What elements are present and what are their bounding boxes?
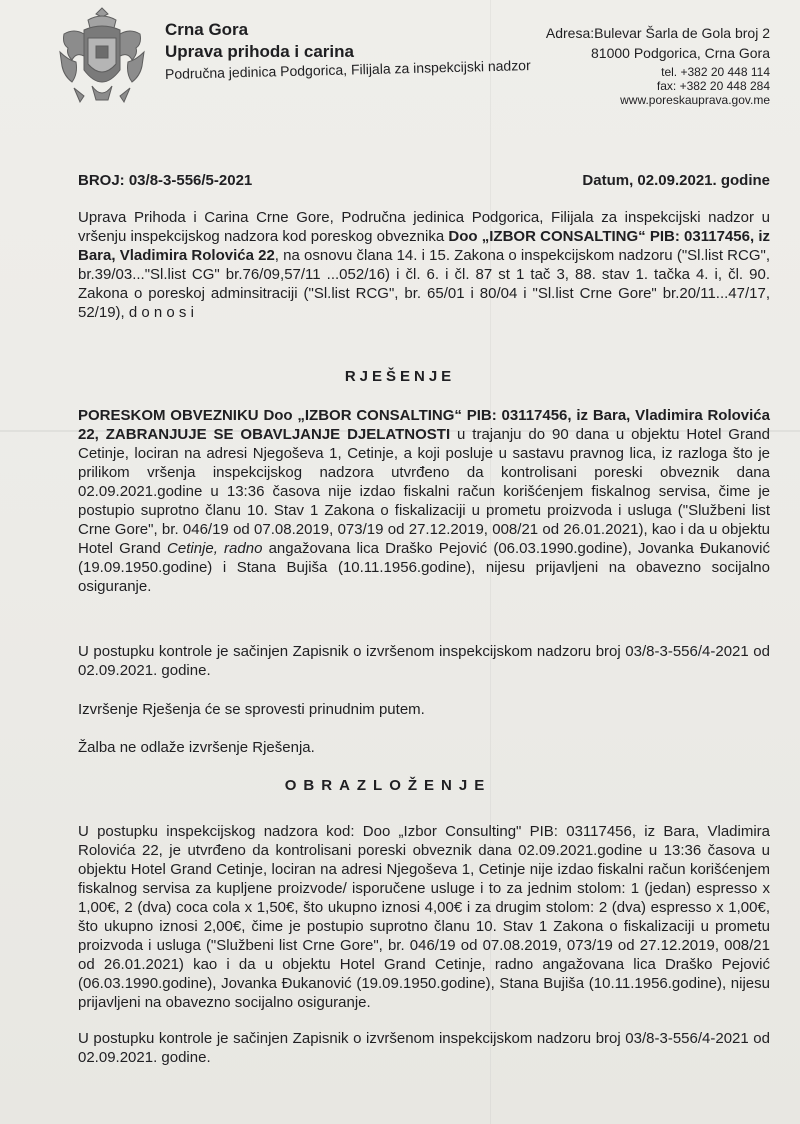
intro-text: Uprava Prihoda i Carina Crne Gore, Područna jedinica Podgorica, Filijala za inspekcijski nadzor u vršenju inspekcijskog nadzora kod poreskog obveznika: [78, 209, 770, 245]
decision-heading: RJEŠENJE: [344, 368, 456, 385]
decision-paragraph: [78, 406, 770, 596]
decision-prohibition: PORESKOM OBVEZNIKU Doo „IZBOR CONSALTING“ PIB: 03117456, iz Bara, Vladimira Rolovića 22, ZABRANJUJE SE OBAVLJANJE DJELATNOSTI: [78, 407, 770, 443]
authority-name: Uprava prihoda i carina: [165, 42, 354, 61]
issuing-authority: [165, 20, 531, 82]
country-name: Crna Gora: [165, 20, 249, 39]
address-street: Adresa:Bulevar Šarla de Gola broj 2: [545, 25, 770, 41]
decision-text: u trajanju do 90 dana u objektu Hotel Grand Cetinje, lociran na adresi Njegoševa 1, Cetinje, a koji posluje u sastavu pravnog lica, iz razloga što je prilikom vršenja inspekcijskog nadzora utvrđeno da kontrolisani poreski obveznik dana 02.09.2021.godine u 13:36 časova nije izdao fiskalni račun korišćenjem fiskalnog servisa, čime je postupio suprotno članu 10. Stav 1 Zakona o fiskalizaciji u prometu proizvoda i usluga ("Službeni list Crne Gore", br. 046/19 od 07.08.2019, 073/19 od 27.12.2019, 008/21 od 26.01.2021), kao i da u objektu Hotel Grand: [78, 426, 770, 557]
reasoning-record-paragraph: U postupku kontrole je sačinjen Zapisnik o izvršenom inspekcijskom nadzoru broj 03/8-3-556/4-2021 od 02.09.2021. godine.: [78, 1030, 770, 1066]
intro-legal-basis: , na osnovu člana 14. i 15. Zakona o inspekcijskom nadzoru ("Sl.list RCG", br.39/03..."Sl.list CG" br.76/09,57/11 ...052/16) i čl. 6. i čl. 87 st 1 tač 3, 88. stav 1. tačka 4. i, čl. 90. Zakona o poreskoj adminsitraciji ("Sl.list RCG", br. 65/01 i 80/04 i "Sl.list Crne Gore" br.20/11...47/17, 52/19), d o n o s i: [78, 247, 770, 321]
decision-italic: Cetinje, radno: [167, 540, 263, 557]
reasoning-heading: OBRAZLOŽENJE: [284, 777, 492, 794]
address-city: 81000 Podgorica, Crna Gora: [591, 45, 770, 61]
decision-record-paragraph: U postupku kontrole je sačinjen Zapisnik o izvršenom inspekcijskom nadzoru broj 03/8-3-556/4-2021 od 02.09.2021. godine.: [78, 643, 770, 679]
coat-of-arms-icon: [54, 4, 150, 108]
website: www.poreskauprava.gov.me: [620, 93, 770, 107]
unit-name: Područna jedinica Podgorica, Filijala za inspekcijski nadzor: [164, 57, 531, 82]
decision-appeal-paragraph: Žalba ne odlaže izvršenje Rješenja.: [78, 739, 315, 756]
reference-row: [78, 172, 770, 189]
fax: fax: +382 20 448 284: [656, 79, 770, 93]
intro-paragraph: [78, 208, 770, 322]
address-block: [510, 24, 770, 107]
intro-taxpayer: Doo „IZBOR CONSALTING“ PIB: 03117456, iz Bara, Vladimira Rolovića 22: [78, 228, 770, 264]
decision-text-end: angažovana lica Draško Pejović (06.03.1990.godine), Jovanka Đukanović (19.09.1950.godine) i Stana Bujiša (10.11.1956.godine), nijesu prijavljeni na obavezno socijalno osiguranje.: [78, 540, 770, 595]
document-date: Datum, 02.09.2021. godine: [582, 172, 770, 189]
reference-number: BROJ: 03/8-3-556/5-2021: [78, 172, 253, 189]
phone: tel. +382 20 448 114: [661, 65, 770, 79]
decision-enforcement-paragraph: Izvršenje Rješenja će se sprovesti prinudnim putem.: [78, 701, 425, 718]
reasoning-paragraph: U postupku inspekcijskog nadzora kod: Doo „Izbor Consulting" PIB: 03117456, iz Bara, Vladimira Rolovića 22, je utvrđeno da kontrolisani poreski obveznik dana 02.09.2021.godine u 13:36 časova u objektu Hotel Grand Cetinje, lociran na adresi Njegoševa 1, Cetinje nije izdao fiskalni račun korišćenjem fiskalnog servisa za kupljene proizvode/ isporučene usluge i to za jednim stolom: 1 (jedan) espresso x 1,00€, 2 (dva) coca cola x 1,50€, što ukupno iznosi 4,00€ i za drugim stolom: 2 (dva) espresso x 1,00€, što ukupno iznosi 2,00€, čime je postupio suprotno članu 10. Stav 1 Zakona o fiskalizaciji u prometu proizvoda i usluga ("Službeni list Crne Gore", br. 046/19 od 07.08.2019, 073/19 od 27.12.2019, 008/21 od 26.01.2021) kao i da u objektu Hotel Grand Cetinje, radno angažovana lica Draško Pejović (06.03.1990.godine), Jovanka Đukanović (19.09.1950.godine), Stana Bujiša (10.11.1956.godine), nijesu prijavljeni na obavezno socijalno osiguranje.: [78, 823, 770, 1011]
